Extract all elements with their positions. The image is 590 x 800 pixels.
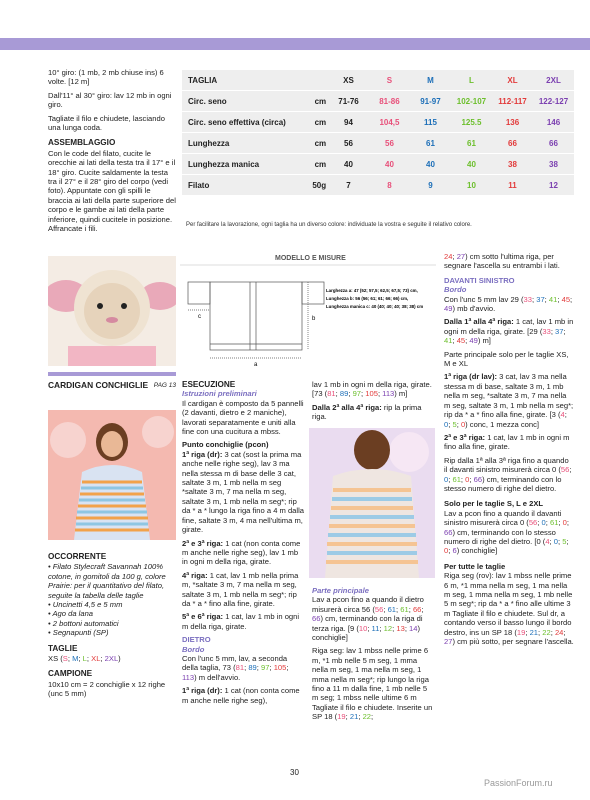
size-val: 22 xyxy=(542,627,551,637)
cell: 66 xyxy=(533,133,574,154)
table-row xyxy=(182,133,574,154)
amigurumi-photo xyxy=(48,256,176,366)
right-d4: 1ª riga (dr lav): 3 cat, lav 3 ma nella stessa m di base, saltate 3 m, 1 mb nella m seg, *saltate 3 m, 7 ma nella m seg, saltate 3 m, 1 mb nella m seg*; rip da * a * fino alla fine, girate. [3 (4; 0; 5; 0) conc, 1 mezza conc] xyxy=(444,372,574,429)
diagram-title: MODELLO E MISURE xyxy=(272,255,349,262)
materials-block xyxy=(48,552,176,699)
size-m: M xyxy=(72,654,79,664)
size-val: 21 xyxy=(349,712,359,722)
size-val: 0 xyxy=(444,546,449,556)
size-val: 0 xyxy=(562,518,567,528)
size-xl: XL xyxy=(91,654,101,664)
row-5-6-body: 1 cat, lav 1 mb in ogni m della riga, girate. xyxy=(182,612,300,631)
size-val: 0 xyxy=(541,518,546,528)
size-val: 5 xyxy=(562,536,567,546)
size-val: 66 xyxy=(412,604,422,614)
table-row xyxy=(182,175,574,196)
size-val: 66 xyxy=(312,614,321,624)
measure-width: Larghezza a: 47 (52; 57,5; 62,5; 67,5; 73) cm, xyxy=(326,288,418,293)
d2-label: Dalla 1ª alla 4ª riga: xyxy=(444,317,514,327)
d6-body: Rip dalla 1ª alla 3ª riga fino a quando il davanti sinistro misurerà circa 0 ( xyxy=(444,455,569,475)
assemblaggio-title: ASSEMBLAGGIO xyxy=(48,138,116,148)
cell: 112-117 xyxy=(492,91,533,112)
list-item: • Ago da lana xyxy=(48,609,94,619)
cell: 94 xyxy=(328,112,369,133)
size-val: 105 xyxy=(273,663,287,673)
right-d6: Rip dalla 1ª alla 3ª riga fino a quando il davanti sinistro misurerà circa 0 (56; 0; 61; 0; 66) cm, terminando con lo stesso numero di righe del dietro. xyxy=(444,455,572,493)
cell: 56 xyxy=(328,133,369,154)
row-4-text xyxy=(182,571,304,609)
mid2-p3-mid: ) cm, terminando con la riga di terza riga. [9 ( xyxy=(312,614,423,633)
list-item: • 2 bottoni automatici xyxy=(48,618,119,628)
istruzioni-title: Istruzioni preliminari xyxy=(182,389,257,399)
cell: 71-76 xyxy=(328,91,369,112)
header-xl: XL xyxy=(492,70,533,91)
d5-body: 1 cat, lav 1 mb in ogni m fino alla fine, girate. xyxy=(444,432,570,452)
right-s1: Lav a pcon fino a quando il davanti sinistro misurerà circa 0 (56; 0; 61; 0; 66) cm, terminando con lo stesso numero di righe del dietro. [0 (4; 0; 5; 0; 6) conchiglie] xyxy=(444,508,570,556)
row-unit: cm xyxy=(306,133,328,154)
row-label: Lunghezza xyxy=(182,133,306,154)
left-column xyxy=(48,68,176,238)
size-val: 11 xyxy=(371,623,380,633)
size-val: 37 xyxy=(536,294,545,304)
campione-title: CAMPIONE xyxy=(48,669,93,679)
row-5-6-text xyxy=(182,612,304,631)
mid2-p1-end: ) m] xyxy=(394,389,408,399)
cell: 91-97 xyxy=(410,91,451,112)
punto-title: Punto conchiglie (pcon) xyxy=(182,440,269,450)
right-t1: Riga seg (rov): lav 1 mbss nelle prime 6 m, *1 mma nella m seg, 1 ma nella m seg, 1 mma nella m seg, 1 mb nelle 5 m seg*; rip da * a * fino alle ultime 3 m Tagliate il filo e chiudete. Sul dr, a contando verso il basso lungo il bordo destro, ins un SP 18 (19; 21; 22; 24; 27) cm più sotto, per segnare l'ascella. xyxy=(444,571,574,647)
size-val: 12 xyxy=(383,623,393,633)
list-item: • Segnapunti (SP) xyxy=(48,628,109,638)
campione-text: 10x10 cm = 2 conchiglie x 12 righe (unc 5 mm) xyxy=(48,679,166,699)
size-xs: XS ( xyxy=(48,654,63,664)
mid2-p2 xyxy=(312,403,434,422)
cell: 10 xyxy=(451,175,492,196)
cardigan-heading xyxy=(48,381,176,390)
row-label: Lunghezza manica xyxy=(182,154,306,175)
page-number: 30 xyxy=(290,768,299,777)
cell: 40 xyxy=(410,154,451,175)
dietro-row-1-body: 1 cat (non conta come m anche nelle righe seg), xyxy=(182,686,300,705)
row-1-label: 1ª riga (dr): xyxy=(182,449,223,459)
sep: ; xyxy=(67,654,73,664)
row-unit: 50g xyxy=(306,175,328,196)
right-p0: 24; 27) cm sotto l'ultima riga, per segnare l'ascella su entrambi i lati. xyxy=(444,252,560,271)
row-1-body: 3 cat (sost la prima ma anche nelle righe seg), lav 3 ma nella stessa m di base delle 3 cat, saltate 3 m, 1 mb nella m seg *saltate 3 m, 7 ma nella m seg, saltate 3 m, 1 mb nella m seg*; rip da * a * lungo la riga fino a 4 m dalla fine, saltate 3 m, 4 ma nell'ultima m, girate. xyxy=(182,449,305,535)
size-val: 49 xyxy=(444,304,453,314)
size-val: 49 xyxy=(469,336,478,346)
occorrente-title: OCCORRENTE xyxy=(48,552,107,561)
tutte-taglie-title: Per tutte le taglie xyxy=(444,561,506,571)
right-p0-body: ) cm sotto l'ultima riga, per segnare l'ascella su entrambi i lati. xyxy=(444,252,560,271)
mid2-p3-body: Lav a pcon fino a quando il dietro misurerà circa 56 ( xyxy=(312,595,424,614)
davanti-bordo-title: Bordo xyxy=(444,285,467,295)
mid2-p1: lav 1 mb in ogni m della riga, girate. [73 (81; 89; 97; 105; 113) m] xyxy=(312,380,432,399)
size-val: 0 xyxy=(460,419,466,429)
size-val: 61 xyxy=(549,518,559,528)
d2-body: 1 cat, lav 1 mb in ogni m della riga, girate. [29 ( xyxy=(444,317,574,336)
cell: 40 xyxy=(328,154,369,175)
row-4-label: 4ª riga: xyxy=(182,570,208,580)
row-2-3-body: 1 cat (non conta come m anche nelle righe seg), lav 1 mb in ogni m della riga, girate. xyxy=(182,538,301,567)
size-val: 0 xyxy=(553,536,559,546)
sep: ; xyxy=(78,654,83,664)
cardigan-photo-front xyxy=(48,410,176,540)
round-11-30-text: Dall'11° al 30° giro: lav 12 mb in ogni giro. xyxy=(48,90,172,110)
cell: 8 xyxy=(369,175,410,196)
size-s: S xyxy=(62,654,68,664)
right-d3: Parte principale solo per le taglie XS, M e XL xyxy=(444,349,569,369)
t1-body: Riga seg (rov): lav 1 mbss nelle prime 6 m, *1 mma nella m seg, 1 ma nella m seg, 1 mma nella m seg, 1 mb nelle 5 m seg*; rip da * a * fino alle ultime 3 m Tagliate il filo e chiudete. Sul dr, a contando verso il basso lungo il bordo destro, ins un SP 18 ( xyxy=(444,571,573,637)
size-val: 37 xyxy=(555,326,564,336)
bordo-title: Bordo xyxy=(182,644,205,654)
cell: 11 xyxy=(492,175,533,196)
dietro-row-1 xyxy=(182,686,304,705)
size-2xl: 2XL xyxy=(104,654,119,664)
middle-column xyxy=(182,380,304,709)
row-2-3-label: 2ª e 3ª riga: xyxy=(182,538,224,548)
cardigan-title: CARDIGAN CONCHIGLIE xyxy=(48,380,149,390)
row-label: Circ. seno xyxy=(182,91,306,112)
sleeve-left-outline xyxy=(188,282,210,304)
header-m: M xyxy=(410,70,451,91)
table-header-row xyxy=(182,70,574,91)
size-val: 27 xyxy=(444,637,453,647)
size-val: 14 xyxy=(409,623,418,633)
d5-label: 2ª e 3ª riga: xyxy=(444,432,486,442)
mid2-p1-body: lav 1 mb in ogni m della riga, girate. [73 ( xyxy=(312,380,432,399)
size-val: 0 xyxy=(444,419,449,429)
parte-principale-caption: Parte principale xyxy=(312,586,369,595)
size-val: 0 xyxy=(465,474,470,484)
header-unit-spacer xyxy=(306,70,328,91)
sep: ) xyxy=(118,654,121,664)
size-val: 4 xyxy=(545,536,550,546)
size-val: 6 xyxy=(452,546,457,556)
size-val: 66 xyxy=(444,527,453,537)
size-table xyxy=(182,70,574,196)
size-val: 89 xyxy=(248,663,257,673)
right-d1: Con l'unc 5 mm lav 29 (33; 37; 41; 45; 49) mb d'avvio. xyxy=(444,294,573,314)
dietro-text: Con l'unc 5 mm, lav, a seconda della taglia, 73 (81; 89; 97; 105; 113) m dell'avvio. xyxy=(182,653,289,682)
cardigan-model-illustration xyxy=(48,410,176,540)
garment-diagram xyxy=(180,262,436,372)
mid2-p3-end: ) conchiglie] xyxy=(312,623,421,643)
dietro-body: Con l'unc 5 mm, lav, a seconda della taglia, 73 ( xyxy=(182,653,288,673)
size-val: 19 xyxy=(516,627,526,637)
label-b: b xyxy=(312,316,316,322)
middle2-column-bottom xyxy=(312,586,434,726)
measure-sleeve: Lunghezza manica c: 40 (40; 40; 40; 38; 38) cm xyxy=(326,304,424,309)
size-val: 33 xyxy=(523,294,532,304)
table-row xyxy=(182,112,574,133)
size-val: 61 xyxy=(387,604,397,614)
mid2-p3: Lav a pcon fino a quando il dietro misurerà circa 56 (56; 61; 61; 66; 66) cm, terminando con la riga di terza riga. [9 (10; 11; 12; 13; 14) conchiglie] xyxy=(312,595,424,643)
s1-body: Lav a pcon fino a quando il davanti sinistro misurerà circa 0 ( xyxy=(444,508,562,528)
cell: 136 xyxy=(492,112,533,133)
sleeve-right-outline xyxy=(302,282,324,304)
size-val: 19 xyxy=(337,712,346,722)
solo-taglie-title: Solo per le taglie S, L e 2XL xyxy=(444,499,544,509)
row-unit: cm xyxy=(306,91,328,112)
size-val: 21 xyxy=(529,627,539,637)
size-val: 13 xyxy=(396,623,405,633)
dietro-title: DIETRO xyxy=(182,635,211,645)
row-label: Filato xyxy=(182,175,306,196)
cell: 146 xyxy=(533,112,574,133)
size-val: 41 xyxy=(548,294,558,304)
header-s: S xyxy=(369,70,410,91)
size-val: 45 xyxy=(456,336,466,346)
size-val: 22 xyxy=(362,712,372,722)
cell: 66 xyxy=(492,133,533,154)
istruzioni-text: Il cardigan è composto da 5 pannelli (2 davanti, dietro e 2 maniche), lavorati separatamente e uniti alla fine con una cucitura a mbss. xyxy=(182,398,304,437)
sep: ; xyxy=(86,654,92,664)
section-divider xyxy=(48,372,176,376)
d2-end: ) m] xyxy=(477,336,491,346)
table-row xyxy=(182,91,574,112)
d1-body: Con l'unc 5 mm lav 29 ( xyxy=(444,294,524,304)
t1-end: ) cm più sotto, per segnare l'ascella. xyxy=(452,637,574,647)
cell: 38 xyxy=(492,154,533,175)
right-d5 xyxy=(444,433,574,452)
size-val: 56 xyxy=(374,604,384,614)
s1-end: ) conchiglie] xyxy=(456,546,498,556)
header-l: L xyxy=(451,70,492,91)
size-val: 61 xyxy=(452,474,461,484)
cardigan-photo-back xyxy=(309,428,435,578)
cut-yarn-text: Tagliate il filo e chiudete, lasciando una lunga coda. xyxy=(48,113,165,133)
d4-end: ) conc, 1 mezza conc] xyxy=(465,419,540,429)
size-val: 89 xyxy=(339,389,349,399)
row-2-3-text xyxy=(182,539,304,567)
header-2xl: 2XL xyxy=(533,70,574,91)
cell: 125.5 xyxy=(451,112,492,133)
row-unit: cm xyxy=(306,112,328,133)
size-val: 45 xyxy=(561,294,571,304)
size-val: 0 xyxy=(444,474,449,484)
size-val: 81 xyxy=(327,389,336,399)
size-val: 5 xyxy=(452,419,457,429)
row-unit: cm xyxy=(306,154,328,175)
size-val: 27 xyxy=(456,252,466,261)
cell: 40 xyxy=(451,154,492,175)
s1-mid: ) cm, terminando con lo stesso numero di righe del dietro. [0 ( xyxy=(444,527,556,546)
list-item: • Filato Stylecraft Savannah 100% cotone, in gomitoli da 100 g, colore Prairie: per il quantitativo del filato, seguite la tabella delle taglie xyxy=(48,562,166,600)
d1-end: ) mb d'avvio. xyxy=(452,304,496,314)
cell: 81-86 xyxy=(369,91,410,112)
size-val: 105 xyxy=(365,389,378,399)
materials-list xyxy=(48,562,176,637)
d4-label: 1ª riga (dr lav): xyxy=(444,372,498,382)
measure-length: Lunghezza b: 56 (56; 61; 61; 66; 66) cm, xyxy=(326,296,409,301)
size-val: 10 xyxy=(358,623,368,633)
size-val: 56 xyxy=(528,518,538,528)
mid2-p4-body: Riga seg: lav 1 mbss nelle prime 6 m, *1 mb nelle 5 m seg, 1 mma nella m seg, 1 ma nella m seg, 1 mma nella m seg*; rip lungo la riga fino a 11 m dalla fine, 1 mb nelle 5 m seg; 1 mbss nelle ultime 6 m Tagliate il filo e chiudete. Inserite un SP 18 ( xyxy=(312,646,433,722)
cell: 56 xyxy=(369,133,410,154)
mid2-p4: Riga seg: lav 1 mbss nelle prime 6 m, *1 mb nelle 5 m seg, 1 mma nella m seg, 1 ma nella m seg, 1 mma nella m seg*; rip lungo la riga fino a 11 m dalla fine, 1 mb nelle 5 m seg; 1 mbss nelle ultime 6 m Tagliate il filo e chiudete. Inserite un SP 18 (19; 21; 22; xyxy=(312,646,433,722)
cell: 61 xyxy=(451,133,492,154)
top-color-band xyxy=(0,38,590,50)
dietro-row-1-label: 1ª riga (dr): xyxy=(182,686,223,696)
header-taglia: TAGLIA xyxy=(182,70,306,91)
dietro-end: ) m dell'avvio. xyxy=(194,672,241,682)
size-val: 24 xyxy=(444,252,453,261)
row-label: Circ. seno effettiva (circa) xyxy=(182,112,306,133)
cell: 102-107 xyxy=(451,91,492,112)
d6-end: ) cm, terminando con lo stesso numero di righe del dietro. xyxy=(444,474,562,493)
cardigan-back-illustration xyxy=(309,428,435,578)
cell: 40 xyxy=(369,154,410,175)
round-10-text: 10° giro: (1 mb, 2 mb chiuse ins) 6 volte. [12 m] xyxy=(48,68,164,87)
size-val: 33 xyxy=(542,326,551,336)
size-val: 66 xyxy=(473,474,483,484)
amigurumi-illustration xyxy=(48,256,176,366)
cell: 61 xyxy=(410,133,451,154)
right-d2: Dalla 1ª alla 4ª riga: 1 cat, lav 1 mb in ogni m della riga, girate. [29 (33; 37; 41; 45; 49) m] xyxy=(444,317,574,346)
davanti-title: DAVANTI SINISTRO xyxy=(444,275,515,285)
d4-body: 3 cat, lav 3 ma nella stessa m di base, saltate 3 m, 1 mb nella m seg, *saltate 3 m, 7 ma nella m seg, saltate 3 m, 1 mb nella m seg*; rip da * a * fino alla fine, girate. [3 ( xyxy=(444,372,574,420)
right-column xyxy=(444,252,574,650)
middle2-column-top xyxy=(312,380,434,426)
table-row xyxy=(182,154,574,175)
size-l: L xyxy=(82,654,87,664)
size-val: 97 xyxy=(261,663,270,673)
label-c: c xyxy=(198,314,201,320)
watermark: PassionForum.ru xyxy=(484,778,553,788)
cell: 38 xyxy=(533,154,574,175)
taglie-title: TAGLIE xyxy=(48,643,78,653)
mid2-p2-body: rip la prima riga. xyxy=(312,402,422,422)
row-5-6-label: 5ª e 6ª riga: xyxy=(182,612,224,622)
cell: 104,5 xyxy=(369,112,410,133)
row-1-text xyxy=(182,450,304,535)
size-val: 24 xyxy=(554,627,564,637)
cell: 9 xyxy=(410,175,451,196)
cell: 122-127 xyxy=(533,91,574,112)
size-val: 61 xyxy=(400,604,409,614)
cell: 7 xyxy=(328,175,369,196)
cardigan-page-ref: PAG 13 xyxy=(153,382,176,389)
size-val: 41 xyxy=(444,336,453,346)
size-val: 97 xyxy=(352,389,362,399)
size-val: 113 xyxy=(382,389,395,399)
cell: 115 xyxy=(410,112,451,133)
label-a: a xyxy=(254,362,258,368)
sizes-list xyxy=(48,654,176,663)
row-4-body: 1 cat, lav 1 mb nella prima m, *saltate 3 m, 7 ma nella m seg, saltate 3 m, 1 mb nella m seg*; rip da * a * fino alla fine, girate. xyxy=(182,570,299,608)
assemblaggio-text: Con le code del filato, cucite le orecchie ai lati della testa tra il 17° e il 18° giro. Cucite saldamente la testa tra il 27° e il 28° giro del corpo (vedi foto). Appuntate con gli spilli le braccia ai lati della parte superiore del corpo e le gambe ai lati della parte inferiore, quindi cucitele in posizione. Affrancate i fili. xyxy=(48,148,176,234)
size-val: 56 xyxy=(560,465,570,475)
mid2-p2-label: Dalla 2ª alla 4ª riga: xyxy=(312,402,382,412)
esecuzione-title: ESECUZIONE xyxy=(182,380,236,389)
size-val: 81 xyxy=(235,663,245,673)
size-val: 4 xyxy=(560,410,565,420)
header-xs: XS xyxy=(328,70,369,91)
cell: 12 xyxy=(533,175,574,196)
list-item: • Uncinetti 4,5 e 5 mm xyxy=(48,600,123,610)
sep: ; xyxy=(100,654,105,664)
size-val: 113 xyxy=(182,672,195,682)
table-note: Per facilitare la lavorazione, ogni taglia ha un diverso colore: individuate la vostra e seguite il relativo colore. xyxy=(186,222,472,228)
